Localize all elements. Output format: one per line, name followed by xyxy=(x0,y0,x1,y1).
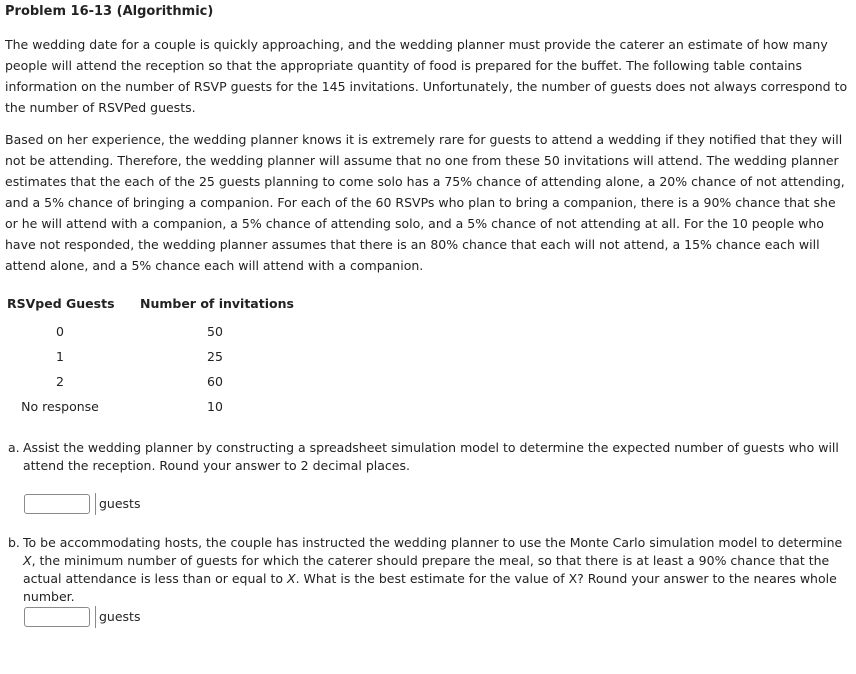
variable-x: X xyxy=(287,571,296,586)
rsvped-guests-cell: 0 xyxy=(56,324,64,339)
column-header-number-of-invitations: Number of invitations xyxy=(140,296,294,311)
answer-b-unit: guests xyxy=(95,606,140,628)
question-b-text xyxy=(23,534,853,606)
answer-a-input[interactable] xyxy=(24,494,90,514)
question-b-text-part1: To be accommodating hosts, the couple has instructed the wedding planner to use the Monte Carlo simulation model to determine xyxy=(23,535,843,550)
invitations-cell: 50 xyxy=(207,324,223,339)
question-a-label: a. xyxy=(8,440,20,455)
question-a-text: Assist the wedding planner by constructing a spreadsheet simulation model to determine the expected number of guests who will attend the reception. Round your answer to 2 decimal places. xyxy=(23,440,839,473)
question-b-label: b. xyxy=(8,535,20,550)
rsvped-guests-cell: 2 xyxy=(56,374,64,389)
invitations-cell: 25 xyxy=(207,349,223,364)
problem-assumptions-paragraph: Based on her experience, the wedding planner knows it is extremely rare for guests to attend a wedding if they notified that they will not be attending. Therefore, the wedding planner will assume that no one from these 50 invitations will attend. The wedding planner estimates that the each of the 25 guests planning to come solo has a 75% chance of attending alone, a 20% chance of not attending, and a 5% chance of bringing a companion. For each of the 60 RSVPs who plan to bring a companion, there is a 90% chance that she or he will attend with a companion, a 5% chance of attending solo, and a 5% chance of not attending at all. For the 10 people who have not responded, the wedding planner assumes that there is an 80% chance that each will not attend, a 15% chance each will attend alone, and a 5% chance each will attend with a companion. xyxy=(5,132,845,273)
question-b xyxy=(8,534,853,606)
answer-a-group xyxy=(24,493,140,515)
rsvp-table xyxy=(4,294,294,419)
column-header-rsvped-guests: RSVped Guests xyxy=(7,296,115,311)
table-row xyxy=(4,319,294,344)
question-b-text-part2: , the minimum number of guests for which the caterer should prepare the meal, so that there is at least a 90% chance that the actual attendance is less than or equal to xyxy=(23,553,830,586)
rsvped-guests-cell: No response xyxy=(21,399,99,414)
problem-title: Problem 16-13 (Algorithmic) xyxy=(5,4,214,19)
question-b-text-part3: . What is the best estimate for the value of X? Round your answer to the neares whole number. xyxy=(23,571,837,604)
question-a xyxy=(8,439,853,475)
answer-b-input[interactable] xyxy=(24,607,90,627)
rsvped-guests-cell: 1 xyxy=(56,349,64,364)
problem-intro-paragraph: The wedding date for a couple is quickly approaching, and the wedding planner must provide the caterer an estimate of how many people will attend the reception so that the appropriate quantity of food is prepared for the buffet. The following table contains information on the number of RSVP guests for the 145 invitations. Unfortunately, the number of guests does not always correspond to the number of RSVPed guests. xyxy=(5,37,848,115)
table-row xyxy=(4,369,294,394)
variable-x: X xyxy=(23,553,32,568)
answer-b-group xyxy=(24,606,140,628)
answer-a-unit: guests xyxy=(95,493,140,515)
invitations-cell: 10 xyxy=(207,399,223,414)
table-row xyxy=(4,344,294,369)
table-row xyxy=(4,394,294,419)
invitations-cell: 60 xyxy=(207,374,223,389)
table-header-row xyxy=(4,294,294,319)
